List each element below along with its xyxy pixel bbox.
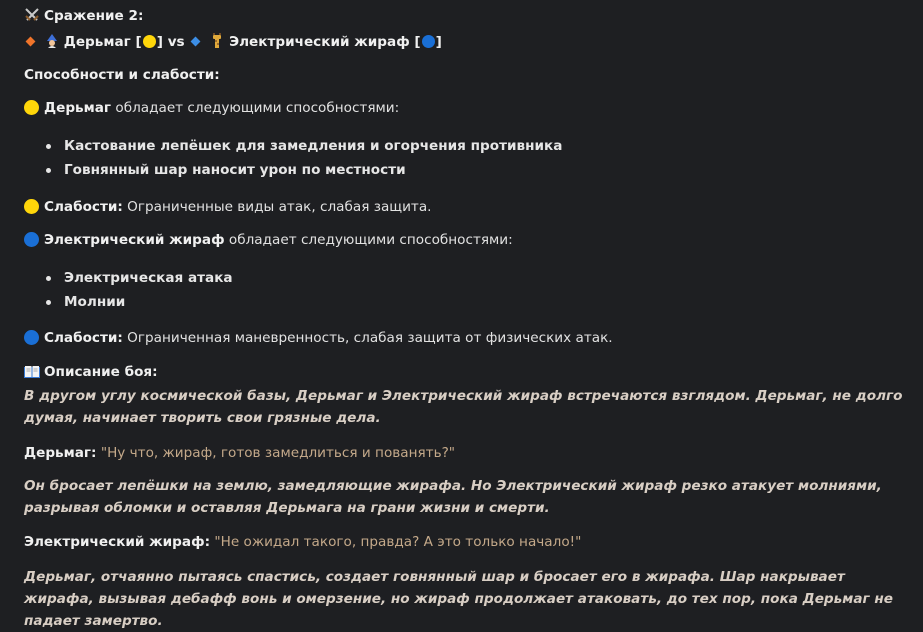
f1-abilities-list: [46, 134, 562, 182]
bracket-close: ]: [156, 34, 163, 50]
f2-abilities-line: [24, 230, 513, 250]
fighter2-name: Электрический жираф: [229, 34, 410, 50]
f1-name: Дерьмаг: [44, 100, 112, 116]
quote-2-text: "Не ожидал такого, правда? А это только начало!": [214, 534, 582, 550]
mage-icon: [44, 33, 60, 55]
blue-circle-icon: [422, 35, 435, 48]
battle-title-text: Сражение 2:: [44, 8, 144, 24]
blue-circle-icon: [24, 330, 39, 345]
f2-abilities-list: [46, 266, 233, 314]
f2-weakness-line: [24, 328, 613, 348]
abilities-heading: Способности и слабости:: [24, 67, 220, 83]
orange-diamond-icon: [26, 37, 36, 47]
quote-2: Электрический жираф: "Не ожидал такого, правда? А это только начало!": [24, 534, 582, 550]
quote-1-speaker: Дерьмаг: [24, 445, 92, 461]
bracket-open: [: [414, 34, 421, 50]
yellow-circle-icon: [24, 100, 39, 115]
yellow-circle-icon: [24, 199, 39, 214]
f1-weak-label: Слабости:: [44, 199, 123, 215]
f1-weakness-line: [24, 197, 432, 217]
blue-circle-icon: [24, 232, 39, 247]
f1-weak-text: Ограниченные виды атак, слабая защита.: [127, 199, 432, 215]
fight-heading-text: Описание боя:: [44, 364, 158, 380]
vs-text: vs: [167, 34, 185, 50]
battle-title: [24, 6, 143, 29]
fight-paragraph-3: Дерьмаг, отчаянно пытаясь спастись, создает говнянный шар и бросает его в жирафа. Шар накрывает жирафа, вызывая дебафф вонь и омерзение, но жираф продолжает атаковать, до тех пор, пока Дерьмаг не падает замертво.: [24, 569, 893, 629]
f1-abilities-text: обладает следующими способностями:: [115, 100, 400, 116]
fight-paragraph-2: Он бросает лепёшки на землю, замедляющие жирафа. Но Электрический жираф резко атакует молниями, разрывая обломки и оставляя Дерьмага на грани жизни и смерти.: [24, 478, 882, 516]
f1-abilities-line: [24, 98, 399, 118]
f2-weak-text: Ограниченная маневренность, слабая защита от физических атак.: [127, 330, 613, 346]
fighter1-name: Дерьмаг: [63, 34, 131, 50]
fighters-line: [24, 32, 442, 55]
blue-diamond-icon: [191, 37, 201, 47]
giraffe-icon: [209, 33, 225, 55]
fight-paragraph-1: В другом углу космической базы, Дерьмаг и Электрический жираф встречаются взглядом. Дерьмаг, не долго думая, начинает творить свои грязные дела.: [24, 388, 903, 426]
f2-abilities-text: обладает следующими способностями:: [228, 232, 513, 248]
open-book-icon: [24, 365, 40, 385]
bracket-open: [: [135, 34, 142, 50]
f2-name: Электрический жираф: [44, 232, 225, 248]
yellow-circle-icon: [143, 35, 156, 48]
list-item: Говнянный шар наносит урон по местности: [46, 158, 562, 182]
quote-1: Дерьмаг: "Ну что, жираф, готов замедлиться и пованять?": [24, 445, 456, 461]
list-item: Кастование лепёшек для замедления и огорчения противника: [46, 134, 562, 158]
list-item: Электрическая атака: [46, 266, 233, 290]
quote-1-text: "Ну что, жираф, готов замедлиться и пованять?": [100, 445, 456, 461]
list-item: Молнии: [46, 290, 233, 314]
fight-heading: [24, 362, 158, 385]
quote-2-speaker: Электрический жираф: [24, 534, 205, 550]
f2-weak-label: Слабости:: [44, 330, 123, 346]
bracket-close: ]: [435, 34, 442, 50]
crossed-swords-icon: [24, 7, 40, 29]
